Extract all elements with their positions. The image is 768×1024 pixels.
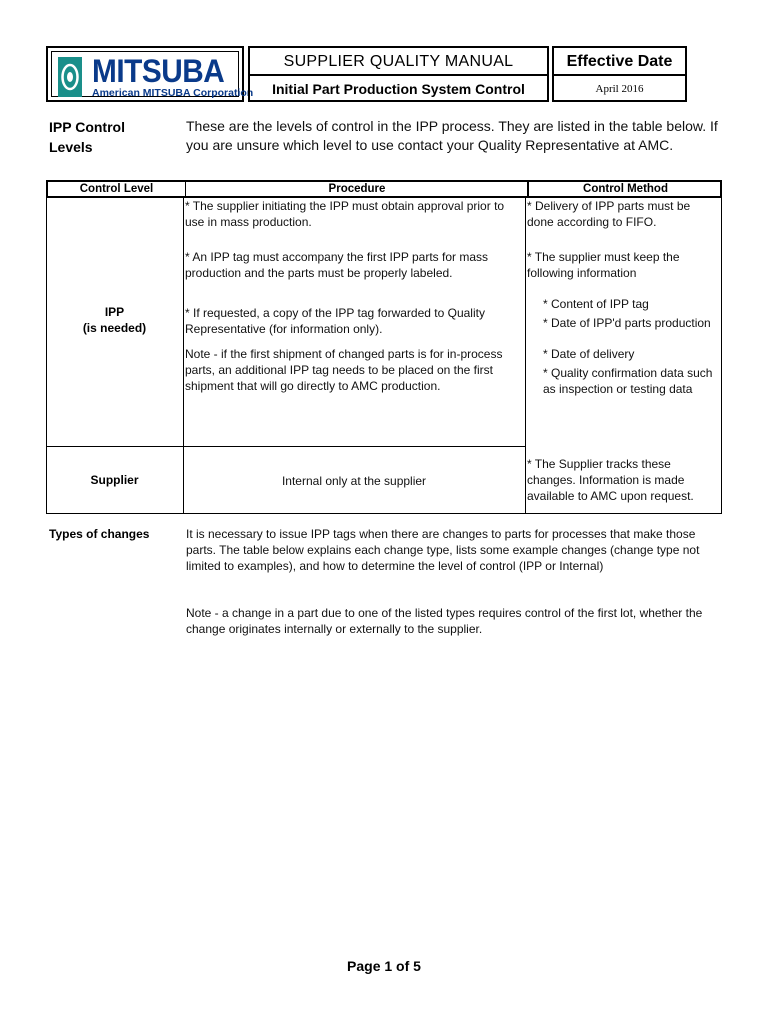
ipp-method-item-3: * Date of delivery bbox=[543, 347, 635, 361]
manual-title: SUPPLIER QUALITY MANUAL bbox=[250, 49, 547, 76]
header-control-method: Control Method bbox=[527, 182, 722, 196]
ipp-procedure-note: Note - if the first shipment of changed parts is for in-process parts, an additional IPP tag needs to be placed on the first shipment that will go directly to AMC production. bbox=[185, 347, 503, 393]
ipp-procedure-2: * An IPP tag must accompany the first IPP parts for mass production and the parts must be properly labeled. bbox=[185, 250, 489, 280]
ipp-control-levels-intro: These are the levels of control in the IPP process. They are listed in the table below. If you are unsure which level to use contact your Quality Representative at AMC. bbox=[186, 118, 718, 153]
table-border-left bbox=[46, 198, 47, 514]
page-number: Page 1 of 5 bbox=[347, 958, 421, 974]
ipp-procedure-1: * The supplier initiating the IPP must obtain approval prior to use in mass production. bbox=[185, 199, 505, 229]
ipp-method-item-4: * Quality confirmation data such as inspection or testing data bbox=[543, 366, 713, 396]
effective-date-box bbox=[552, 46, 687, 102]
types-of-changes-text: It is necessary to issue IPP tags when there are changes to parts for processes that make those parts. The table below explains each change type, lists some example changes (change type not limited to examples), and how to determine the level of control (IPP or Internal) bbox=[186, 527, 700, 573]
ipp-method-2: * The supplier must keep the following information bbox=[527, 250, 680, 280]
section-title: Initial Part Production System Control bbox=[272, 81, 525, 97]
table-border-bottom bbox=[46, 513, 722, 514]
supplier-level-cell: Supplier bbox=[90, 473, 139, 487]
ipp-level-qualifier: (is needed) bbox=[82, 321, 147, 335]
logo-wordmark: MITSUBA bbox=[92, 53, 225, 89]
ipp-control-levels-heading: IPP Control Levels bbox=[49, 119, 125, 155]
header-control-level: Control Level bbox=[79, 183, 154, 195]
mitsuba-emblem-icon bbox=[58, 57, 82, 97]
table-border-right bbox=[721, 198, 722, 514]
control-levels-table bbox=[46, 180, 722, 514]
ipp-level-label: IPP bbox=[104, 305, 125, 319]
table-divider-col2 bbox=[525, 198, 526, 514]
table-header-row bbox=[46, 180, 722, 198]
manual-title-box bbox=[248, 46, 549, 102]
effective-date-value: April 2016 bbox=[595, 83, 644, 95]
effective-date-label: Effective Date bbox=[554, 49, 685, 76]
header-procedure: Procedure bbox=[185, 182, 528, 196]
ipp-level-cell bbox=[46, 304, 183, 336]
ipp-method-item-1: * Content of IPP tag bbox=[543, 297, 649, 311]
table-divider-col1 bbox=[183, 198, 184, 514]
supplier-procedure: Internal only at the supplier bbox=[281, 474, 427, 488]
logo-subtitle: American MITSUBA Corporation bbox=[92, 87, 254, 99]
company-logo bbox=[46, 46, 254, 102]
table-row-divider bbox=[46, 446, 525, 447]
ipp-method-item-2: * Date of IPP'd parts production bbox=[543, 316, 711, 330]
types-of-changes-heading: Types of changes bbox=[49, 527, 150, 541]
ipp-method-1: * Delivery of IPP parts must be done according to FIFO. bbox=[527, 199, 691, 229]
types-of-changes-note: Note - a change in a part due to one of the listed types requires control of the first lot, whether the change originates internally or externally to the supplier. bbox=[186, 606, 703, 636]
supplier-method: * The Supplier tracks these changes. Information is made available to AMC upon request. bbox=[527, 457, 694, 503]
ipp-procedure-3: * If requested, a copy of the IPP tag forwarded to Quality Representative (for information only). bbox=[185, 306, 485, 336]
